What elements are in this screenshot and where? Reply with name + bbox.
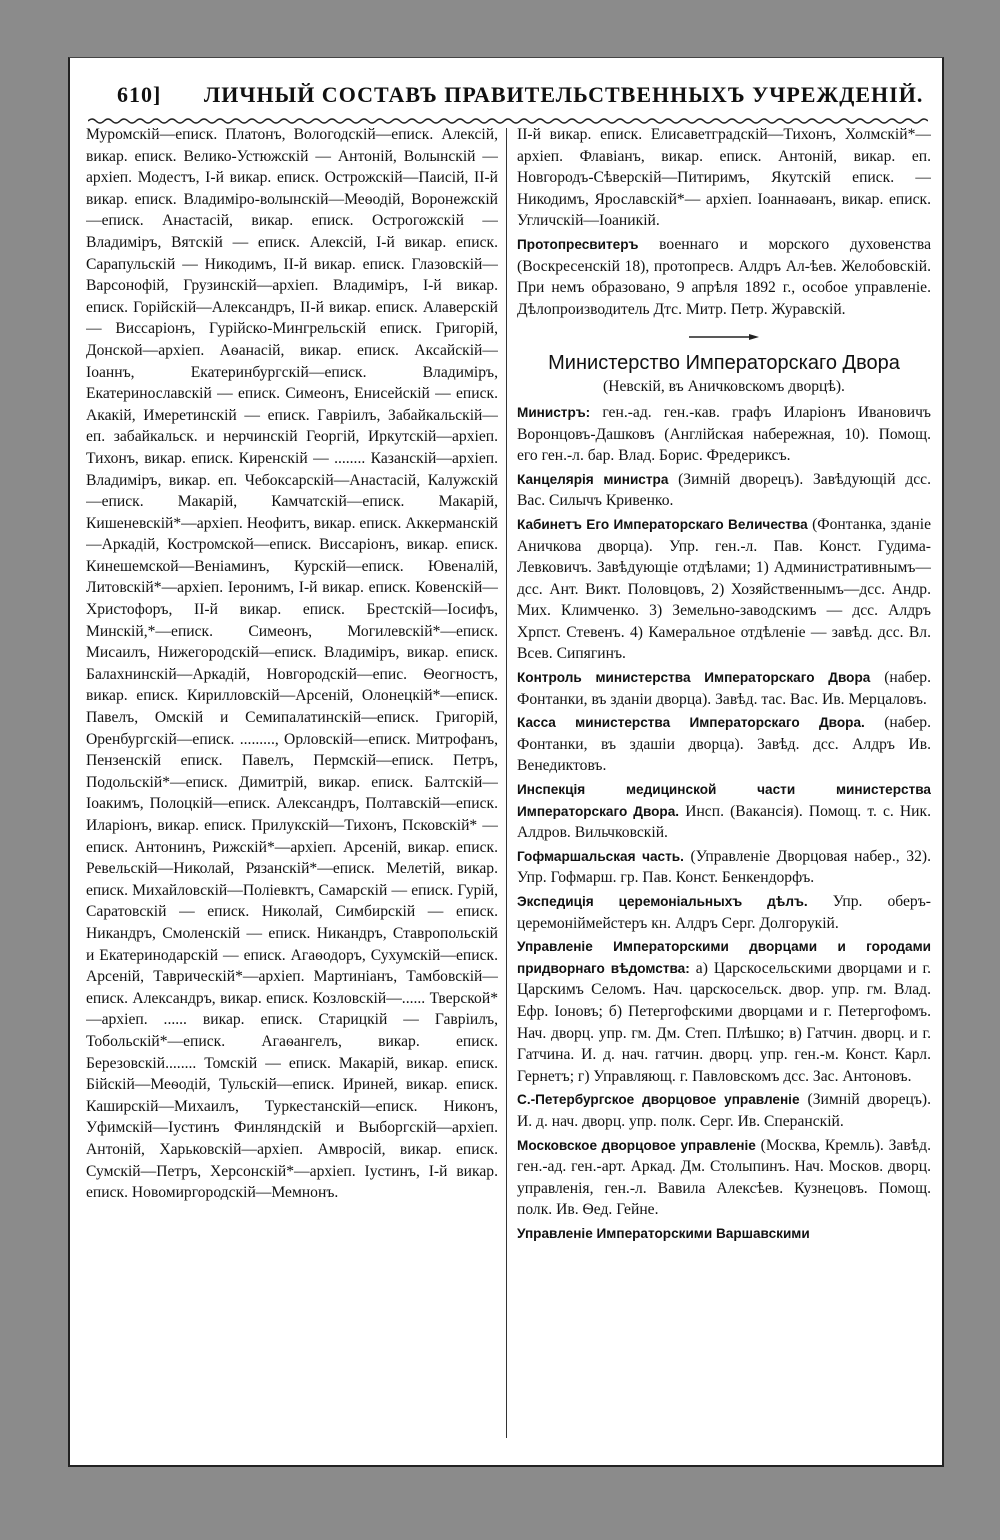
page-header [117, 82, 924, 112]
entry-lead: С.-Петербургское дворцовое управленіе [517, 1092, 800, 1108]
right-column-intro: II-й викар. еписк. Елисаветградскій—Тихонъ, Холмскій*—архіеп. Флавіанъ, викар. еписк. Антоній, викар. еп. Новгородъ-Сѣверскій—Питиримъ, Якутскій еписк. — Никодимъ, Ярославскій*— архіеп. Іоаннаѳанъ, викар. еписк. Угличскій—Іоаникій. [517, 126, 931, 230]
ministry-entry [517, 779, 931, 844]
entry-text: Инсп. (Вакансія). Помощ. т. с. Ник. Алдров. Вильчковскій. [517, 802, 931, 842]
entry-text: Упр. оберъ-церемоніймейстеръ кн. Алдръ Серг. Долгорукій. [517, 893, 931, 932]
entry-text: ген.-ад. ген.-кав. графъ Иларіонъ Ивановичъ Воронцовъ-Дашковъ (Англійская набережная, 10). Помощ. его ген.-л. бар. Влад. Борис. Фредериксъ. [517, 403, 931, 465]
entry-text: а) Царскосельскими дворцами и г. Царскимъ Селомъ. Нач. царскосельск. двор. упр. гм. Влад. Ефр. Іоновъ; б) Петергофскими дворцами и г. Петергофомъ. Нач. дворц. упр. гм. Дм. Степ. Плѣшко; в) Гатчин. дворц. и г. Гатчина. И. д. нач. гатчин. дворц. упр. ген.-м. Конст. Карл. Гернетъ; г) Управляющ. г. Павловскомъ дсс. Зас. Антоновъ. [517, 959, 931, 1085]
ministry-entry [517, 712, 931, 777]
entry-lead: Канцелярія министра [517, 471, 669, 487]
entry-lead: Экспедиція церемоніальныхъ дѣлъ. [517, 894, 808, 909]
ministry-entry [517, 514, 931, 665]
page-number: 610] [117, 82, 162, 107]
right-column [517, 124, 931, 1460]
entry-text: (Зимній дворецъ). Завѣдующій дсс. Вас. Силычъ Кривенко. [517, 470, 931, 510]
ministry-entry [517, 667, 931, 710]
protopresbyter-paragraph [517, 234, 931, 320]
entry-lead: Кабинетъ Его Императорскаго Величества [517, 516, 808, 532]
ministry-entry [517, 936, 931, 1087]
ministry-entry [517, 891, 931, 934]
left-column-text: Муромскій—еписк. Платонъ, Вологодскій—еписк. Алексій, викар. еписк. Велико-Устюжскій — Антоній, Волынскій — архіеп. Модестъ, I-й викар. еписк. Острожскій—Паисій, II-й викар. еписк. Владиміро-волынскій—Меѳодій, Воронежскій—еписк. Анастасій, викар. еписк. Острогожскій — Владиміръ, Вятскій — еписк. Алексій, I-й викар. еписк. Сарапульскій — Никодимъ, II-й викар. еписк. Глазовскій—Варсонофій, Грузинскій—архіеп. Владиміръ, I-й викар. еписк. Горійскій—Александръ, II-й викар. еписк. Алаверскій — Виссаріонъ, Гурійско-Мингрельскій еписк. Григорій, Донской—архіеп. Аѳанасій, викар. еписк. Аксайскій—Іоаннъ, Екатеринбургскій—еписк. Владиміръ, Екатеринославскій — еписк. Симеонъ, Енисейскій — еписк. Акакій, Имеретинскій — еписк. Гавріилъ, Забайкальскій—еп. забайкальск. и нерчинскій Георгій, Иркутскій—архіеп. Тихонъ, викар. еписк. Киренскій — ........ Казанскій—архіеп. Владиміръ, викар. еп. Чебоксарскій—Анастасій, Калужскій—еписк. Макарій, Камчатскій—еписк. Макарій, Кишеневскій*—архіеп. Неофитъ, викар. еписк. Аккерманскій—Аркадій, Костромской—еписк. Виссаріонъ, викар. еписк. Кинешемской—Веніаминъ, Курскій—еписк. Ювеналій, Литовскій*—архіеп. Іеронимъ, I-й викар. еписк. Ковенскій—Христофоръ, II-й викар. еписк. Брестскій—Іосифъ, Минскій,*—еписк. Симеонъ, Могилевскій*—еписк. Мисаилъ, Нижегородскій—еписк. Владиміръ, викар. еписк. Балахнинскій—Аркадій, Новгородскій—епис. Ѳеогностъ, викар. еписк. Кирилловскій—Арсеній, Олонецкій*—еписк. Павелъ, Омскій и Семипалатинскій—еписк. Григорій, Оренбургскій—еписк. ........., Орловскій—еписк. Митрофанъ, Пензенскій еписк. Павелъ, Пермскій—еписк. Петръ, Подольскій*—еписк. Димитрій, викар. еписк. Балтскій—Іоакимъ, Полоцкій—еписк. Александръ, Полтавскій—еписк. Иларіонъ, викар. еписк. Прилукскій—Тихонъ, Псковскій* — еписк. Антонинъ, Рижскій*—архіеп. Арсеній, викар. еписк. Ревельскій—Николай, Рязанскій*—еписк. Мелетій, викар. еписк. Михайловскій—Поліевктъ, Самарскій — еписк. Гурій, Саратовскій — еписк. Николай, Симбирскій — еписк. Никандръ, Смоленскій — еписк. Никандръ, Ставропольскій и Екатеринодарскій — еписк. Агаѳодоръ, Сухумскій—еписк. Арсеній, Таврическій*—архіеп. Мартиніанъ, Тамбовскій—еписк. Александръ, викар. еписк. Козловскій—...... Тверской*—архіеп. ...... викар. еписк. Старицкій — Гавріилъ, Тобольскій*—еписк. Агаѳангелъ, викар. еписк. Березовскій........ Томскій — еписк. Макарій, викар. еписк. Бійскій—Меѳодій, Тульскій—еписк. Ириней, викар. еписк. Каширскій—Михаилъ, Туркестанскій—еписк. Никонъ, Уфимскій—Іустинъ Финляндскій и Выборгскій—архіеп. Антоній, Харьковскій—архіеп. Амвросій, викар. еписк. Сумскій—Петръ, Херсонскій*—архіеп. Іустинъ, I-й викар. еписк. Новомиргородскій—Мемнонъ. [86, 126, 498, 1202]
entry-lead: Контроль министерства Императорскаго Двора [517, 670, 871, 686]
section-title: Министерство Императорскаго Двора [548, 352, 900, 375]
entry-lead: Инспекція медицинской части министерства Императорскаго Двора. [517, 782, 931, 819]
column-divider [506, 128, 507, 1438]
entry-text: (набер. Фонтанки, въ зданіи дворца). Завѣд. тас. Вас. Ив. Мерцаловъ. [517, 669, 931, 708]
entry-text: (Зимній дворецъ). И. д. нач. дворц. упр. полк. Серг. Ив. Сперанскій. [517, 1091, 931, 1130]
entry-lead: Министръ: [517, 404, 591, 420]
ministry-entry [517, 402, 931, 467]
ministry-entries [517, 402, 931, 1245]
ministry-entry [517, 469, 931, 512]
entry-lead: Гофмаршальская часть. [517, 848, 684, 864]
entry-text: (Москва, Кремль). Завѣд. ген.-ад. ген.-арт. Аркад. Дм. Столыпинъ. Нач. Москов. дворц. управленія, ген.-л. Вавила Алексѣев. Кузнецовъ. Помощ. полк. Ив. Ѳед. Гейне. [517, 1136, 931, 1219]
protopresbyter-lead: Протопресвитеръ [517, 236, 639, 252]
entry-lead: Московское дворцовое управленіе [517, 1137, 756, 1153]
entry-text: (Фонтанка, зданіе Аничкова дворца). Упр. ген.-л. Пав. Конст. Гудима-Левковичъ. Завѣдующіе отдѣлами; 1) Административнымъ—дсс. Ант. Викт. Половцовъ, 2) Хозяйственнымъ—дсс. Андр. Мих. Климченко. 3) Земельно-заводскимъ — дсс. Алдръ Хрпст. Стевенъ. 4) Камеральное отдѣленіе — завѣд. дсс. Вл. Всев. Сипягинъ. [517, 515, 931, 663]
document-page [68, 57, 944, 1467]
ministry-entry [517, 1223, 931, 1245]
ministry-entry [517, 1089, 931, 1132]
entry-text: (набер. Фонтанки, въ здашіи дворца). Завѣд. дсс. Алдръ Ив. Венедиктовъ. [517, 714, 931, 775]
entry-lead: Управленіе Императорскими Варшавскими [517, 1225, 810, 1241]
running-title: ЛИЧНЫЙ СОСТАВЪ ПРАВИТЕЛЬСТВЕННЫХЪ УЧРЕЖДЕНІЙ. [203, 82, 924, 107]
entry-lead: Управленіе Императорскими дворцами и городами придворнаго вѣдомства: [517, 939, 931, 976]
protopresbyter-text: военнаго и морского духовенства (Воскресенскій 18), протопресв. Алдръ Ал-ѣев. Желобовскій. При немъ образовано, 9 апрѣля 1892 г., особое управленіе. Дѣлопроизводитель Дтс. Митр. Петр. Журавскій. [517, 235, 931, 318]
left-column [86, 124, 498, 1460]
entry-lead: Касса министерства Императорскаго Двора. [517, 715, 865, 731]
entry-text: (Управленіе Дворцовая набер., 32). Упр. Гофмарш. гр. Пав. Конст. Бенкендорфъ. [517, 847, 931, 887]
ministry-entry [517, 846, 931, 889]
section-separator-rule [689, 334, 759, 340]
section-subtitle: (Невскій, въ Аничковскомъ дворцѣ). [603, 378, 845, 396]
ministry-entry [517, 1135, 931, 1221]
